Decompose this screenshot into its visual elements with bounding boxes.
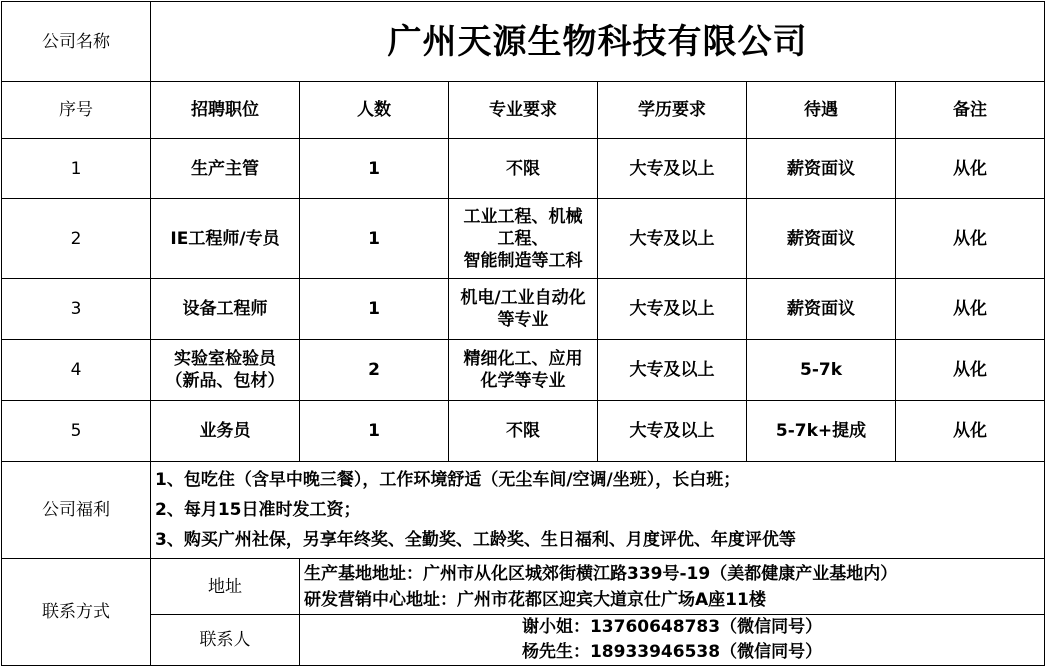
job-row (2, 279, 1045, 340)
header-position: 招聘职位 (151, 82, 300, 139)
job-salary: 5-7k (747, 340, 896, 401)
benefits-list (151, 462, 1045, 559)
job-note: 从化 (896, 139, 1045, 199)
company-row (2, 2, 1045, 82)
job-note: 从化 (896, 279, 1045, 340)
address-list (300, 559, 1045, 615)
job-row (2, 401, 1045, 462)
job-position: 生产主管 (151, 139, 300, 199)
job-major: 精细化工、应用 化学等专业 (449, 340, 598, 401)
job-education: 大专及以上 (598, 139, 747, 199)
job-row (2, 139, 1045, 199)
job-salary: 薪资面议 (747, 199, 896, 279)
job-major: 不限 (449, 139, 598, 199)
address-line: 生产基地地址：广州市从化区城郊街横江路339号-19（美都健康产业基地内） (304, 563, 898, 584)
job-position: 业务员 (151, 401, 300, 462)
benefit-item: 3、购买广州社保，另享年终奖、全勤奖、工龄奖、生日福利、月度评优、年度评优等 (155, 530, 796, 550)
benefits-label: 公司福利 (2, 462, 151, 559)
job-salary: 5-7k+提成 (747, 401, 896, 462)
job-count: 1 (300, 199, 449, 279)
company-label: 公司名称 (2, 2, 151, 82)
header-salary: 待遇 (747, 82, 896, 139)
job-count: 1 (300, 401, 449, 462)
job-count: 1 (300, 279, 449, 340)
person-label: 联系人 (151, 615, 300, 666)
job-note: 从化 (896, 340, 1045, 401)
benefit-item: 2、每月15日准时发工资； (155, 500, 361, 520)
job-education: 大专及以上 (598, 401, 747, 462)
address-line: 研发营销中心地址：广州市花都区迎宾大道京仕广场A座11楼 (304, 589, 766, 610)
recruitment-table (1, 1, 1045, 666)
job-index: 2 (2, 199, 151, 279)
header-education: 学历要求 (598, 82, 747, 139)
job-position: IE工程师/专员 (151, 199, 300, 279)
job-index: 5 (2, 401, 151, 462)
job-note: 从化 (896, 401, 1045, 462)
benefit-item: 1、包吃住（含早中晚三餐），工作环境舒适（无尘车间/空调/坐班），长白班； (155, 470, 741, 490)
header-row (2, 82, 1045, 139)
contact-address-row (2, 559, 1045, 615)
job-salary: 薪资面议 (747, 279, 896, 340)
contact-person: 谢小姐：13760648783（微信同号） (521, 617, 823, 637)
job-major: 机电/工业自动化 等专业 (449, 279, 598, 340)
job-salary: 薪资面议 (747, 139, 896, 199)
job-position: 实验室检验员 （新品、包材） (151, 340, 300, 401)
company-name: 广州天源生物科技有限公司 (151, 2, 1045, 82)
person-list (300, 615, 1045, 666)
job-major: 工业工程、机械 工程、 智能制造等工科 (449, 199, 598, 279)
contact-person: 杨先生：18933946538（微信同号） (521, 642, 823, 662)
job-education: 大专及以上 (598, 279, 747, 340)
header-count: 人数 (300, 82, 449, 139)
job-count: 2 (300, 340, 449, 401)
job-major: 不限 (449, 401, 598, 462)
contact-label: 联系方式 (2, 559, 151, 666)
benefits-row (2, 462, 1045, 559)
job-index: 3 (2, 279, 151, 340)
job-education: 大专及以上 (598, 340, 747, 401)
header-note: 备注 (896, 82, 1045, 139)
job-row (2, 199, 1045, 279)
header-index: 序号 (2, 82, 151, 139)
job-note: 从化 (896, 199, 1045, 279)
job-count: 1 (300, 139, 449, 199)
contact-person-row (2, 615, 1045, 666)
job-education: 大专及以上 (598, 199, 747, 279)
header-major: 专业要求 (449, 82, 598, 139)
job-index: 4 (2, 340, 151, 401)
job-row (2, 340, 1045, 401)
job-index: 1 (2, 139, 151, 199)
address-label: 地址 (151, 559, 300, 615)
job-position: 设备工程师 (151, 279, 300, 340)
